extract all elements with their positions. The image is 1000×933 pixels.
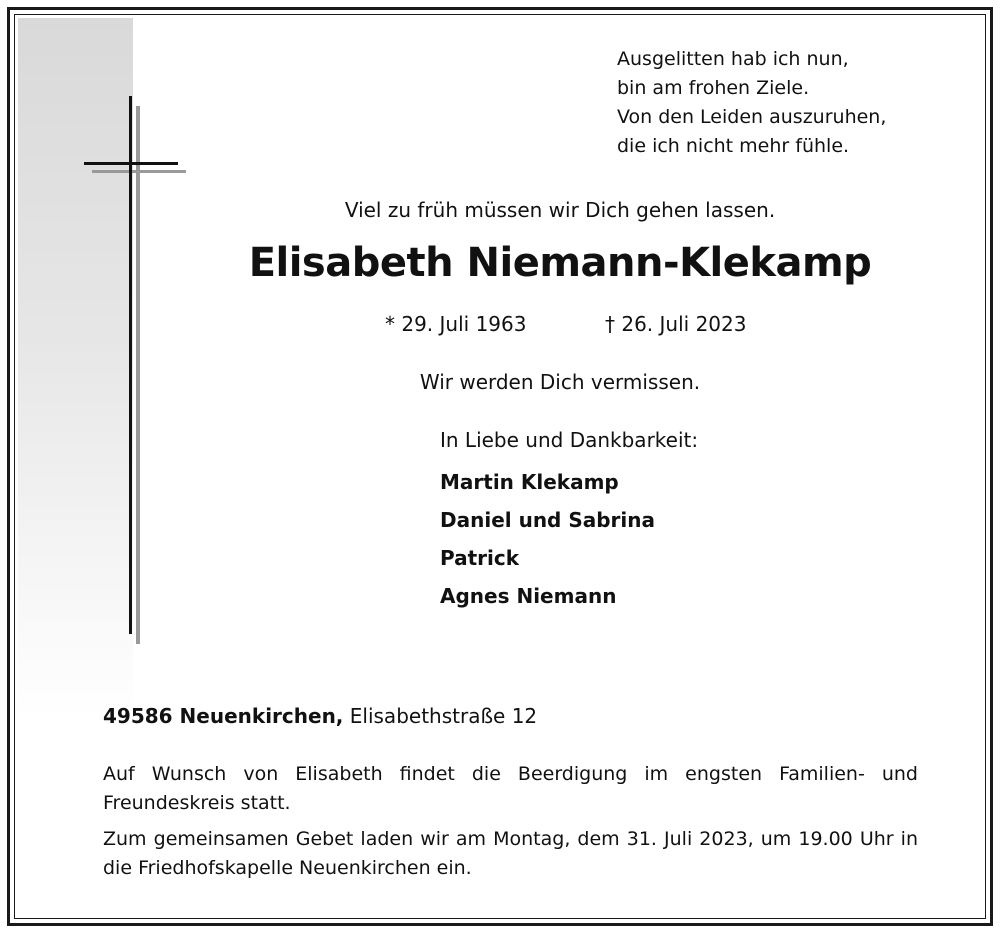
death-date: † 26. Juli 2023: [605, 312, 747, 336]
mourner-name: Agnes Niemann: [440, 584, 617, 608]
cross-icon: [10, 10, 210, 670]
mourner-name: Patrick: [440, 546, 520, 570]
address-city: 49586 Neuenkirchen,: [103, 704, 344, 728]
poem-verse: Ausgelitten hab ich nun, bin am frohen Ziele. Von den Leiden auszuruhen, die ich nicht mehr fühle.: [617, 48, 887, 157]
notice-paragraph-2: Zum gemeinsamen Gebet laden wir am Montag, dem 31. Juli 2023, um 19.00 Uhr in die Friedhofskapelle Neuenkirchen ein.: [103, 828, 918, 879]
mourner-name: Martin Klekamp: [440, 470, 619, 494]
address-street: Elisabethstraße 12: [349, 704, 538, 728]
birth-date: * 29. Juli 1963: [385, 312, 527, 336]
miss-line: Wir werden Dich vermissen.: [419, 370, 701, 394]
address-line: [103, 704, 537, 728]
mourner-name: Daniel und Sabrina: [440, 508, 655, 532]
funeral-notice: [103, 760, 918, 890]
intro-line: Viel zu früh müssen wir Dich gehen lassen.: [344, 198, 776, 222]
mourners-intro: In Liebe und Dankbarkeit:: [440, 428, 699, 452]
notice-paragraph-1: Auf Wunsch von Elisabeth findet die Beerdigung im engsten Familien- und Freundeskreis statt.: [103, 763, 918, 814]
deceased-name: Elisabeth Niemann-Klekamp: [248, 240, 872, 286]
mourners-list: [440, 468, 655, 620]
